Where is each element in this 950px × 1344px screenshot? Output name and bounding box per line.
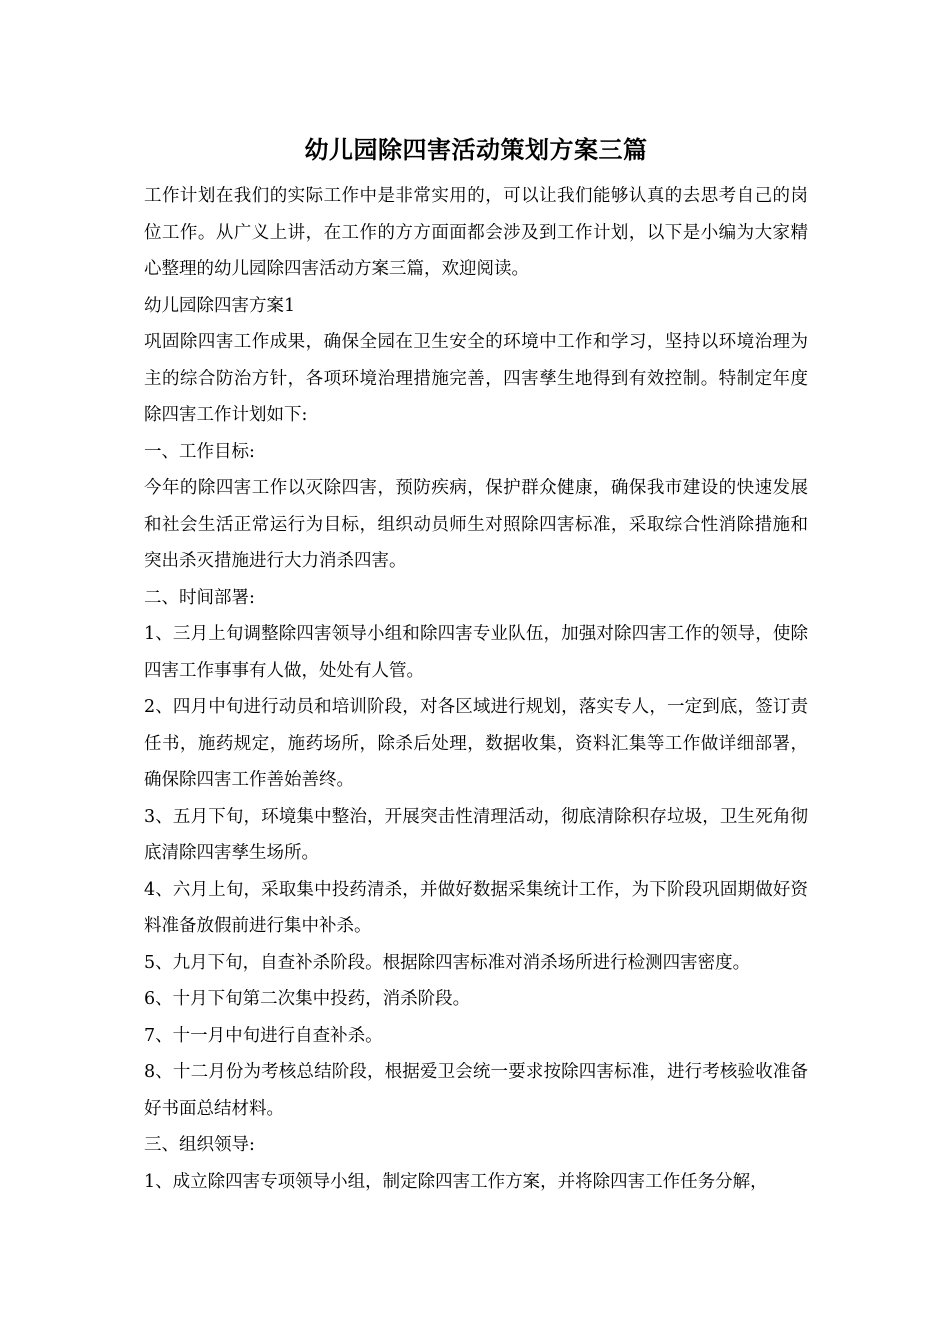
list-item-leadership-1: 1、成立除四害专项领导小组，制定除四害工作方案，并将除四害工作任务分解， <box>144 1171 768 1192</box>
list-item-schedule-4: 4、六月上旬，采取集中投药清杀，并做好数据采集统计工作，为下阶段巩固期做好资料准备放假前进行集中补杀。 <box>144 879 808 936</box>
document-page <box>144 128 808 1200</box>
paragraph-goals: 今年的除四害工作以灭除四害，预防疾病，保护群众健康，确保我市建设的快速发展和社会生活正常运行为目标，组织动员师生对照除四害标准，采取综合性消除措施和突出杀灭措施进行大力消杀四害。 <box>144 478 808 571</box>
section-heading-schedule: 二、时间部署: <box>144 587 255 608</box>
list-item-schedule-7: 7、十一月中旬进行自查补杀。 <box>144 1025 383 1046</box>
paragraph-plan-1-intro: 巩固除四害工作成果，确保全园在卫生安全的环境中工作和学习，坚持以环境治理为主的综合防治方针，各项环境治理措施完善，四害孳生地得到有效控制。特制定年度除四害工作计划如下: <box>144 332 808 425</box>
list-item-schedule-2: 2、四月中旬进行动员和培训阶段，对各区域进行规划，落实专人，一定到底，签订责任书，施药规定，施药场所，除杀后处理，数据收集，资料汇集等工作做详细部署，确保除四害工作善始善终。 <box>144 697 808 790</box>
section-heading-leadership: 三、组织领导: <box>144 1135 255 1155</box>
document-title: 幼儿园除四害活动策划方案三篇 <box>304 135 648 164</box>
list-item-schedule-6: 6、十月下旬第二次集中投药，消杀阶段。 <box>144 989 471 1009</box>
list-item-schedule-3: 3、五月下旬，环境集中整治，开展突击性清理活动，彻底清除积存垃圾，卫生死角彻底清除四害孳生场所。 <box>144 806 808 863</box>
paragraph-intro: 工作计划在我们的实际工作中是非常实用的，可以让我们能够认真的去思考自己的岗位工作。从广义上讲，在工作的方方面面都会涉及到工作计划，以下是小编为大家精心整理的幼儿园除四害活动方案三篇，欢迎阅读。 <box>144 186 808 279</box>
list-item-schedule-1: 1、三月上旬调整除四害领导小组和除四害专业队伍，加强对除四害工作的领导，使除四害工作事事有人做，处处有人管。 <box>144 624 808 681</box>
section-heading-plan-1: 幼儿园除四害方案1 <box>144 295 296 316</box>
list-item-schedule-5: 5、九月下旬，自查补杀阶段。根据除四害标准对消杀场所进行检测四害密度。 <box>144 952 751 973</box>
section-heading-goals: 一、工作目标: <box>144 441 255 462</box>
list-item-schedule-8: 8、十二月份为考核总结阶段，根据爱卫会统一要求按除四害标准，进行考核验收准备好书面总结材料。 <box>144 1062 808 1119</box>
